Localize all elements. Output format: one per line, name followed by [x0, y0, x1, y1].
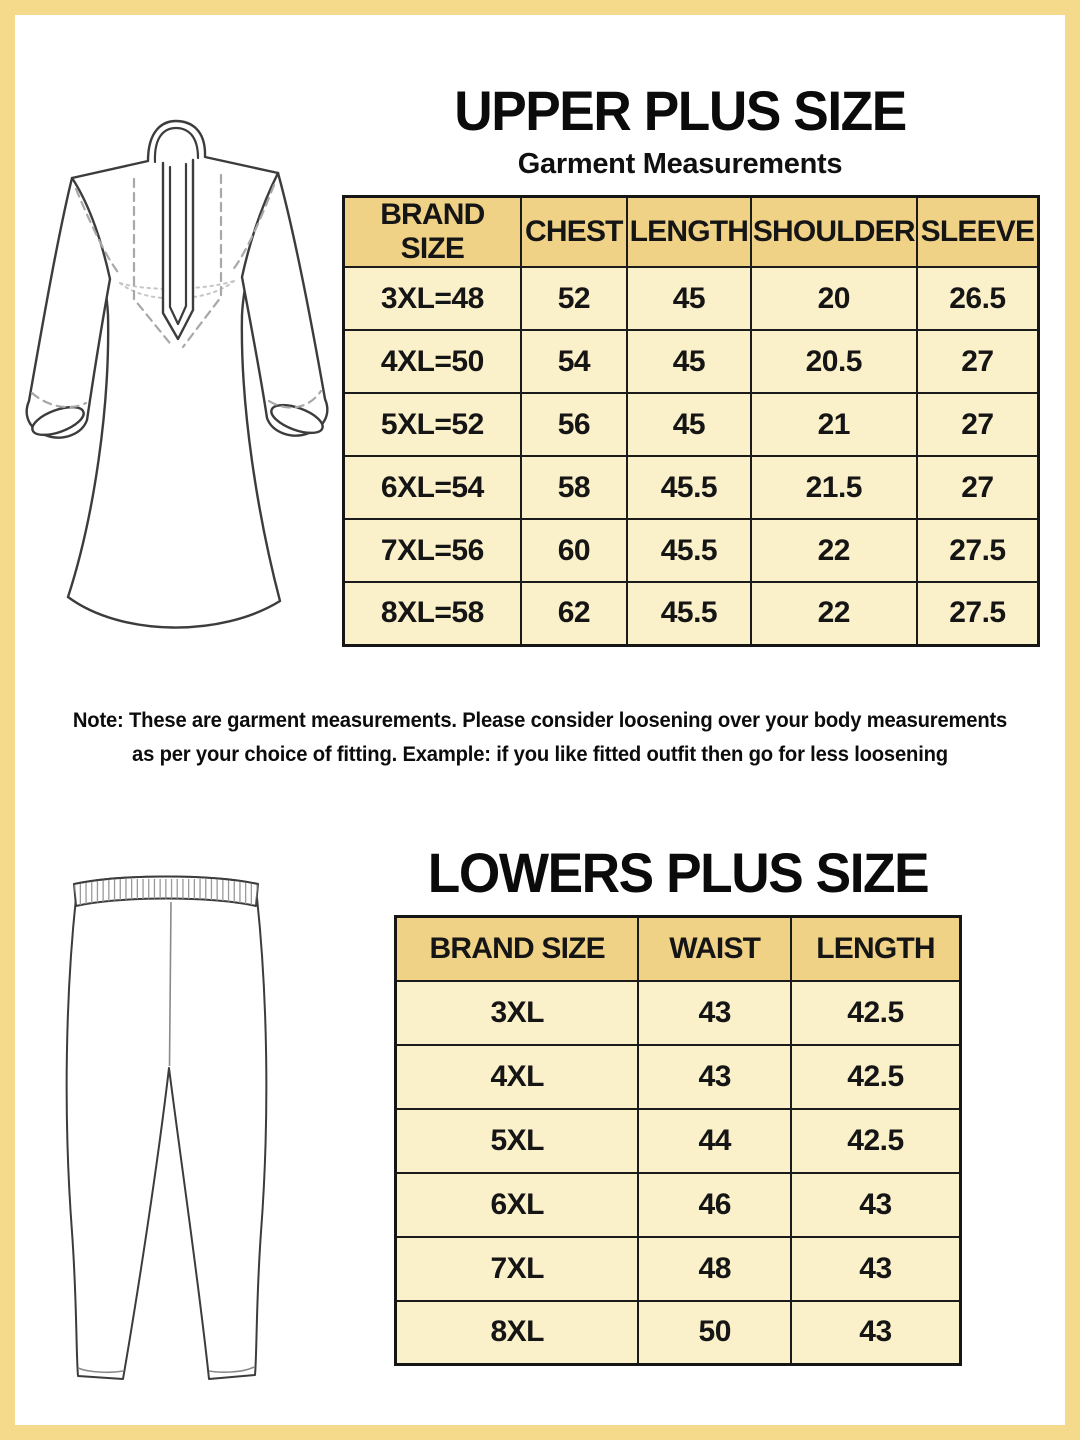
upper-section-subtitle: Garment Measurements: [517, 148, 843, 180]
leggings-illustration: [60, 872, 272, 1397]
table-row: [344, 519, 1039, 582]
lower-section-title: LOWERS PLUS SIZE: [427, 841, 929, 904]
measurement-note: [65, 703, 1014, 772]
table-cell: 20: [751, 267, 917, 330]
table-cell: 3XL=48: [344, 267, 521, 330]
table-cell: 46: [638, 1173, 791, 1237]
table-cell: 45: [627, 267, 751, 330]
table-cell: 42.5: [791, 981, 961, 1045]
table-cell: 50: [638, 1301, 791, 1365]
table-cell: 62: [521, 582, 627, 645]
table-cell: 54: [521, 330, 627, 393]
table-row: [396, 1301, 961, 1365]
table-row: [344, 330, 1039, 393]
table-cell: 27: [917, 456, 1039, 519]
lower-header-brand-size: BRAND SIZE: [396, 917, 639, 981]
table-cell: 6XL: [396, 1173, 639, 1237]
table-cell: 22: [751, 582, 917, 645]
table-row: [396, 1109, 961, 1173]
table-cell: 42.5: [791, 1045, 961, 1109]
upper-size-table: [342, 195, 1040, 647]
table-row: [344, 393, 1039, 456]
lower-header-length: LENGTH: [791, 917, 961, 981]
table-cell: 22: [751, 519, 917, 582]
table-cell: 20.5: [751, 330, 917, 393]
table-cell: 5XL=52: [344, 393, 521, 456]
table-cell: 4XL=50: [344, 330, 521, 393]
table-cell: 7XL: [396, 1237, 639, 1301]
upper-table-header-row: [344, 197, 1039, 268]
table-cell: 21: [751, 393, 917, 456]
table-cell: 44: [638, 1109, 791, 1173]
table-cell: 3XL: [396, 981, 639, 1045]
upper-header-length: LENGTH: [627, 197, 751, 268]
table-cell: 43: [791, 1301, 961, 1365]
table-cell: 27.5: [917, 582, 1039, 645]
table-row: [344, 267, 1039, 330]
upper-header-chest: CHEST: [521, 197, 627, 268]
upper-header-brand-size: BRAND SIZE: [344, 197, 521, 268]
upper-header-sleeve: SLEEVE: [917, 197, 1039, 268]
table-cell: 43: [638, 981, 791, 1045]
table-cell: 48: [638, 1237, 791, 1301]
lower-size-table: [394, 915, 962, 1366]
table-row: [396, 1237, 961, 1301]
upper-header-shoulder: SHOULDER: [751, 197, 917, 268]
upper-section-title: UPPER PLUS SIZE: [454, 79, 906, 142]
table-cell: 27.5: [917, 519, 1039, 582]
note-line-1: Note: These are garment measurements. Please consider loosening over your body measurements: [72, 708, 1008, 732]
table-row: [396, 981, 961, 1045]
table-cell: 8XL: [396, 1301, 639, 1365]
table-cell: 43: [791, 1173, 961, 1237]
table-row: [396, 1045, 961, 1109]
lower-table-header-row: [396, 917, 961, 981]
table-cell: 26.5: [917, 267, 1039, 330]
table-cell: 45.5: [627, 456, 751, 519]
kurta-illustration: [22, 115, 332, 643]
table-cell: 6XL=54: [344, 456, 521, 519]
table-cell: 27: [917, 393, 1039, 456]
table-cell: 43: [791, 1237, 961, 1301]
table-cell: 5XL: [396, 1109, 639, 1173]
table-cell: 45: [627, 393, 751, 456]
lower-header-waist: WAIST: [638, 917, 791, 981]
table-cell: 8XL=58: [344, 582, 521, 645]
note-line-2: as per your choice of fitting. Example: if you like fitted outfit then go for less loosening: [132, 742, 948, 767]
table-cell: 7XL=56: [344, 519, 521, 582]
table-cell: 45: [627, 330, 751, 393]
table-cell: 43: [638, 1045, 791, 1109]
table-row: [344, 456, 1039, 519]
table-cell: 58: [521, 456, 627, 519]
table-cell: 42.5: [791, 1109, 961, 1173]
table-cell: 21.5: [751, 456, 917, 519]
table-cell: 52: [521, 267, 627, 330]
table-row: [396, 1173, 961, 1237]
table-cell: 4XL: [396, 1045, 639, 1109]
table-row: [344, 582, 1039, 645]
table-cell: 56: [521, 393, 627, 456]
table-cell: 45.5: [627, 519, 751, 582]
table-cell: 60: [521, 519, 627, 582]
table-cell: 27: [917, 330, 1039, 393]
table-cell: 45.5: [627, 582, 751, 645]
